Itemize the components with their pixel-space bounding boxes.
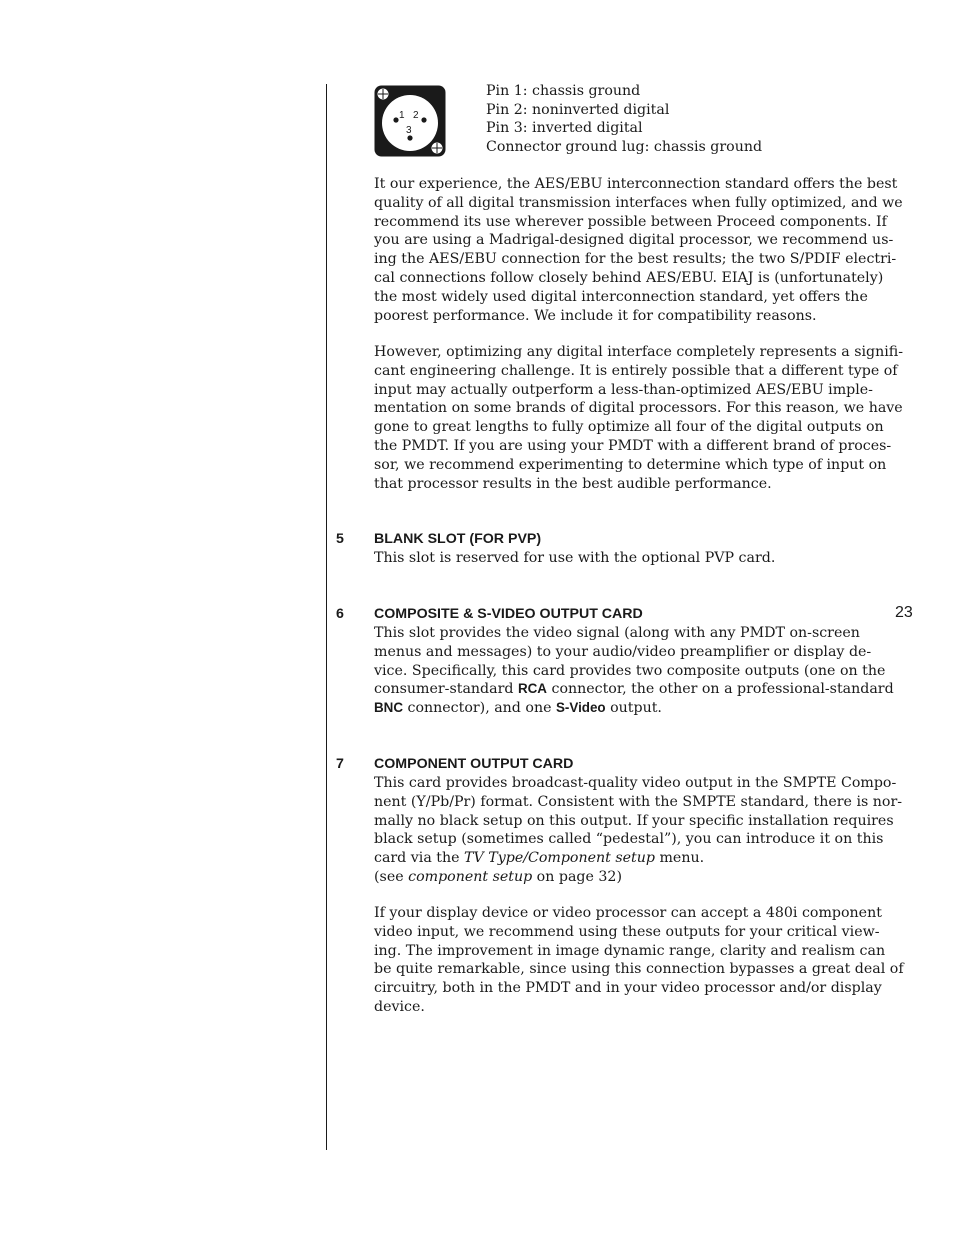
text-line: It our experience, the AES/EBU interconnection standard offers the best [374,176,898,192]
aes-ebu-paragraph [374,175,903,325]
pin-1-dot [393,117,398,122]
text-span: on page 32) [532,868,622,885]
optimization-paragraph [374,343,903,493]
text-line: be quite remarkable, since using this connection bypasses a great deal of [374,961,904,978]
text-span: connector, the other on a professional-standard [546,681,894,698]
text-line: you are using a Madrigal-designed digital processor, we recommend us- [374,232,894,249]
section-5-title: BLANK SLOT (FOR PVP) [374,531,542,547]
text-span: (see [374,868,409,885]
pin-1-text: Pin 1: chassis ground [486,83,641,99]
text-line [374,868,902,887]
text-line: This slot provides the video signal (along with any PMDT on-screen [374,625,860,641]
bnc-term: BNC [374,700,404,716]
text-line: gone to great lengths to fully optimize all four of the digital outputs on [374,419,884,436]
text-line: nent (Y/Pb/Pr) format. Consistent with the SMPTE standard, there is nor- [374,793,903,810]
section-5-number: 5 [336,531,344,547]
section-7-body [374,774,902,887]
s-video-term: S-Video [555,700,606,716]
text-line: menus and messages) to your audio/video preamplifier or display de- [374,643,872,660]
text-line: recommend its use wherever possible between Proceed components. If [374,213,887,230]
text-line [374,699,894,718]
text-span: consumer-standard [374,681,518,698]
text-line: the PMDT. If you are using your PMDT with a different brand of proces- [374,437,892,454]
section-6-number: 6 [336,606,344,622]
text-line: that processor results in the best audible performance. [374,475,772,492]
page-reference: component setup [408,868,533,885]
margin-rule [326,84,327,1150]
text-line: device. [374,998,425,1015]
pin-1-label: 1 [399,110,405,121]
pin-2-text: Pin 2: noninverted digital [486,101,670,118]
text-line: ing. The improvement in image dynamic range, clarity and realism can [374,942,886,959]
menu-reference: TV Type/Component setup [464,850,655,867]
text-line [374,849,902,868]
text-line: mentation on some brands of digital processors. For this reason, we have [374,400,903,417]
page-number: 23 [895,604,913,621]
section-7-paragraph-2 [374,904,904,1017]
text-line: mally no black setup on this output. If your specific installation requires [374,812,894,829]
text-line: vice. Specifically, this card provides two composite outputs (one on the [374,662,886,679]
text-line: This card provides broadcast-quality video output in the SMPTE Compo- [374,775,897,791]
ground-lug-icon-bottom [431,142,443,154]
pin-assignment-list [486,82,762,157]
ground-lug-text: Connector ground lug: chassis ground [486,139,763,156]
text-line: ing the AES/EBU connection for the best results; the two S/PDIF electri- [374,251,897,268]
text-line: cal connections follow closely behind AES/EBU. EIAJ is (unfortunately) [374,269,884,286]
text-line: the most widely used digital interconnection standard, yet offers the [374,288,868,305]
text-line: input may actually outperform a less-than-optimized AES/EBU imple- [374,381,873,398]
text-line: circuitry, both in the PMDT and in your video processor and/or display [374,980,882,997]
text-span: card via the [374,850,465,867]
text-line: However, optimizing any digital interface completely represents a signifi- [374,344,904,360]
text-span: menu. [654,850,705,867]
pin-2-dot [421,117,426,122]
text-line [374,680,894,699]
text-span: output. [605,700,662,717]
section-7-title: COMPONENT OUTPUT CARD [374,756,574,772]
xlr-connector-diagram [374,85,446,157]
text-line: If your display device or video processor can accept a 480i component [374,905,882,921]
text-line: poorest performance. We include it for compatibility reasons. [374,307,817,324]
pin-3-label: 3 [406,125,412,136]
section-6-title: COMPOSITE & S-VIDEO OUTPUT CARD [374,606,643,622]
section-7-number: 7 [336,756,344,772]
text-span: connector), and one [403,700,556,717]
section-6-body [374,624,894,718]
pin-3-text: Pin 3: inverted digital [486,120,643,137]
text-line: quality of all digital transmission interfaces when fully optimized, and we [374,194,903,211]
text-line: black setup (sometimes called “pedestal”), you can introduce it on this [374,831,884,848]
pin-3-dot [407,135,412,140]
ground-lug-icon-top [377,88,389,100]
text-line: cant engineering challenge. It is entirely possible that a different type of [374,362,898,379]
section-5-body: This slot is reserved for use with the optional PVP card. [374,550,776,566]
text-line: sor, we recommend experimenting to determine which type of input on [374,456,887,473]
text-line: video input, we recommend using these outputs for your critical view- [374,923,880,940]
rca-term: RCA [517,681,547,697]
pin-2-label: 2 [413,110,419,121]
